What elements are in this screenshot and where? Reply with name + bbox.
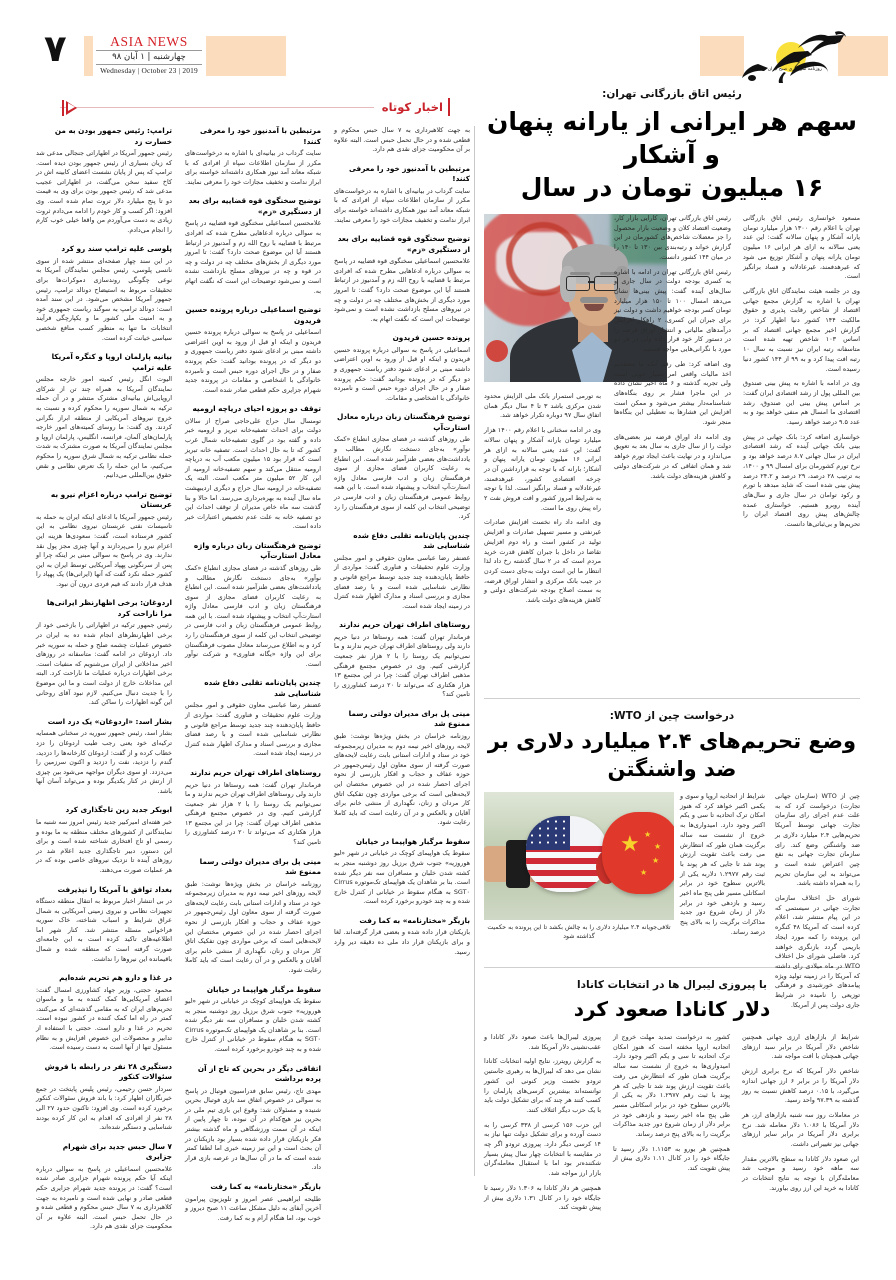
short-news-body: اسماعیلی در پاسخ به سوالی درباره پرونده حسین فریدون و اینکه او قبل از ورود به اوین اعتراضی داشته مبنی بر ادعای شنود دفتر ریاست جمهوری و دو دیگر که در پرونده بودانید گفت: حکم پرونده صفار و در حال اجرای دوره حبس است و نامبرده خانوادگی با اشخاصی و مقامات در پرونده جدید شهرام جزایری حکم قطعی صادر شده است. [185, 328, 321, 394]
story-paragraph: این حزب ۱۵۶ کرسی از ۳۳۸ کرسی را به دست آورده و برای تشکیل دولت تنها نیاز به ۱۴ کرسی دیگر دارد. پیروزی ترودو اگر چه در مقایسه با انتخابات چهار سال پیش بسیار شکننده‌تر بود اما با استقبال معامله‌گران بازار ارز مواجه شد. [484, 1120, 601, 1178]
short-news-headline: توضیح سخنگوی قوه قضاییه برای بعد از دستگیری «زم» [188, 196, 321, 216]
short-news-headline: چندین پایان‌نامه تقلبی دفاع شده شناسایی شد [204, 678, 321, 698]
story-paragraph: این صعود دلار کانادا به سطح بالاترین مقدار سه ماهه خود رسید و موجب شد معامله‌گران با توجه به نتایج انتخابات در کانادا به خرید این ارز روی بیاورند. [742, 1154, 859, 1192]
story1-kicker: رئیس اتاق بازرگانی تهران: [602, 88, 742, 100]
short-news-body: رئیس جمهور آمریکا در اظهاراتی جنجالی مدعی شد که زیان بسیاری از رئیس جمهور بودن دیده است. ترامپ که پس از پایان نشست اعضای کابینه اش در کاخ سفید سخن می‌گفت، در اظهاراتی عجیب مدعی شد که رئیس جمهور بودن برای وی به قیمت دو تا پنج میلیارد دلار تروت تمام شده است. وی افزود: اگر کسب و کار خودم را ادامه می‌دادم ثروت زیادی به دست می‌آوردم من واقعا خیلی خوب کارم را انجام می‌دادم. [36, 149, 172, 234]
short-news-headline: مینی پل برای مدیران دولتی رسما ممنوع شد [199, 856, 321, 877]
short-news-body: سایت گرداب در بیانیه‌ای با اشاره به درخواست‌های مکرر از سازمان اطلاعات سپاه از افرادی که با شبکه معاند آمد نیوز همکاری داشته‌اند خواسته برای ابراز ندامت و تخفیف مجازات خود را معرفی نمایند. [334, 186, 470, 224]
short-news-body: در این سند چهار صفحه‌ای منتشر شده از سوی نانسی پلوسی، رئیس مجلس نمایندگان آمریکا به نوعی چگونگی روندسازی دموکرات‌ها برای تحقیقات مربوط به استیضاح دونالد ترامپ، رئیس جمهور آمریکا مشخص می‌شود. در این سند آمده است: دونالد ترامپ به سوگند ریاست جمهوری خود و به امنیت ملی کشور ما و یکپارچگی فرآیند انتخابات ما تنها به منظور کسب منافع شخصی سیاسی خیانت کرده است. [36, 256, 172, 342]
short-news-item[interactable] [185, 985, 321, 1055]
short-news-headline: بشار اسد: «اردوغان» یک دزد است [47, 716, 172, 726]
logo-calligraphy-icon [732, 28, 850, 86]
story2-photo-caption: تلافی‌جویانه ۲.۴ میلیارد دلاری را به چالش بکشد تا این پرونده به حکمیت گذاشته شود [487, 924, 671, 941]
short-news-body: خبر هفته‌ای امیرکبیر جدید رئیس امروز سه شنبه ما نمایندگانی از کشورهای مختلف منطقه به ما بوده و رسمی او تاج افتخاری شناخته شده است و برای این دستور، دبیر تاجگذاری جدید اعلام شد در روزهای آینده تا نزدیک نیروهای خاصی بوده که در هر عملیات صورت می‌دهند. [36, 817, 172, 874]
short-news-body: اسماعیلی در پاسخ به سوالی درباره پرونده حسین فریدون و اینکه او قبل از ورود به اوین اعتراضی داشته مبنی بر ادعای شنود دفتر ریاست جمهوری و دو دیگر که در پرونده بودانید گفت: حکم پرونده صفار و در حال اجرای دوره حبس است و نامبرده خانوادگی با اشخاصی و مقامات. [334, 345, 470, 402]
short-news-item[interactable] [185, 305, 321, 395]
story3-body-area [484, 1033, 860, 1218]
story-paragraph: رئیس اتاق بازرگانی تهران در ادامه با اشاره به کسری بودجه دولت در سال جاری و سال‌های آینده گفت: پیش بینی‌ها نشان می‌دهد امسال ۱۰۰ تا ۱۵۰ هزار میلیارد تومان کسر بودجه خواهیم داشت و دولت نیز برای جبران این کسری، ۲ راهکار افزایش درآمدهای مالیاتی و انتشار اوراق قرضه را در دستور کار خود قرار داده ولی در هر دو مورد با نگرانی‌هایی مواجه هستیم. [614, 267, 731, 354]
short-news-headline: توضیح ترامپ درباره اعزام نیرو به عربستان [50, 489, 172, 510]
story2-kicker: درخواست چین از WTO: [609, 710, 735, 722]
story-paragraph: همچنین هر یورو به ۱.۱۱۵۳ دلار رسید تا جایگاه خود را در کانال ۱.۱۱ دلاری بیش از پیش تقویت کند. [613, 1144, 730, 1173]
story-separator-1 [484, 698, 860, 699]
short-news-item[interactable] [36, 805, 172, 875]
column-divider [474, 126, 475, 1176]
china-flag-glove-icon: ★ ★ ★ ★ ★ [602, 812, 674, 894]
short-news-body: طلیحه ابراهیمی عصر امروز و تلویزیون پیرامون آخرین آبفای به دلیل مشکل ساعت ۱۱ صبح دیروز و خوب بود، اما هنگام آرام و به کما رفت. [185, 1194, 321, 1222]
short-news-body: محمود حجتی، وزیر جهاد کشاورزی امسال گفت: اعضای آمریکایی‌ها کمک کننده به ما و ماسوان تحریم‌های ایران که به مقامی گذشته‌ای که می‌کنند، کمتر در راه اما کمک کننده در کشور نبوده است. تحریم در غذا و دارو است. حجتی با استفاده از تدابیر و محصولات این خصوص افزایش و به نظام مسئول تنها از آنها است به دست رسیده است. [36, 985, 172, 1052]
story-paragraph: وی در جلسه هیئت نمایندگان اتاق بازرگانی تهران با اشاره به گزارش مجمع جهانی اقتصاد از شاخص رقابت پذیری و حقوق مالکیت ۱۴۴ کشور دنیا اظهار کرد: در گزارش اخیر مجمع جهانی اقتصاد که بر اساس ۱۰۳ شاخص تهیه شده است متاسفانه رتبه ایران نیز نسبت به سال ۱۰ رتبه افت پیدا کرد و به ۹۹ از ۱۴۴ کشور دنیا رسیده است. [743, 286, 860, 373]
nameplate [96, 34, 202, 76]
short-news-item[interactable] [334, 126, 470, 155]
story3-kicker: با پیروزی لیبرال ها در انتخابات کانادا [577, 979, 767, 991]
logo-subtitle: روزنامه سراسری صبح ایران [767, 67, 822, 72]
story3-column-mid [613, 1033, 730, 1218]
story-paragraph: شرایط از بازارهای ارزی جهانی همچنین شاخص دلار آمریکا در برابر سبد ارزهای جهانی همچنان با افت مواجه شد. [742, 1033, 859, 1061]
story-paragraph: خوانساری اضافه کرد: بانک جهانی در پیش بینی بانک جهانی آینده که رشد اقتصادی ایران در سال جهانی ۸.۷ درصد خواهد بود و نرخ تورم کشورمان برای امسال ۹۹ و ۱۴۰۰، به ترتیب ۲۸ درصد، ۲۹ درصد و ۲۴.۲ درصد پیش بینی شده است که شاید مبدهد با تورم و رکود توامان در سال جاری و سال‌های آینده روبرو هستیم. خواستاری عمده چالش‌های پیش روی اقتصاد ایران را تحریم‌ها و بی‌ثباتی‌ها دانست. [743, 432, 861, 529]
short-news-headline: چندین پایان‌نامه تقلبی دفاع شده شناسایی شد [353, 530, 470, 551]
short-news-body: غلامحسین اسماعیلی سخنگوی قوه قضاییه در پاسخ به سوالی درباره ادعاهایی مطرح شده که افرادی مرتبط با قضاییه با روح الله زم و آمدنیوز در ارتباط هستند آیا این موضوع صحت دارد؟ گفت: تا امروز مورد دیگری از بخش‌های مختلف چه در دولت و چه در نیروهای مسلح بازداشت نشده است و نمی‌شود توضیحات این است که نگفت اتهام به. [334, 257, 470, 323]
story-paragraph: همچنین هر دلار کانادا به ۱.۳۰۶ دلار رسید تا جایگاه خود را در کانال ۱.۳۱ دلاری بیش از پیش تقویت کند. [484, 1183, 601, 1212]
story-paragraph: شاخص دلار آمریکا که نرخ برابری ارزش دلار آمریکا را در برابر ۶ ارز جهانی اندازه می‌گیرد، با ۰.۱۵ درصد کاهش نسبت به روز گذشته به ۹۷.۳۹ واحد رسید. [742, 1067, 859, 1105]
story-paragraph: مسعود خوانساری رئیس اتاق بازرگانی تهران با اعلام رقم ۱۳۰۰ هزار میلیارد تومان یارانه آشکار و پنهان سالانه گفت: این عدد یعنی سالانه به ازای هر ایرانی ۱۶ میلیون تومان یارانه پنهان و آشکار توزیع می شود که غیرهدفمند، غیرعادلانه و فساد برانگیز است. [743, 214, 860, 281]
short-news-headline: اتفاقی دیگر در بحرین که تاج از آن پرده برداشت [197, 1063, 321, 1084]
story-paragraph: شرایط از اتحادیه اروپا و سوی و یکمی اکتبر خواهد کرد که هنوز امکان ترک اتحادیه تا سی و یکم اکتبر وجود دارد. امیدواری‌ها به خروج از نشست سه ساله برگزیت همان طور که انتظارش می رفت باعث تقویت ارزش پوند شد تا جایی که هر پوند با ثبت رقم ۱.۲۹۷۷ دلاربه یکی از بالاترین سطوح خود در برابر اسکاتلی مسیر طی پنج ماه اخیر رسید و بازدهی خود در برابر دلار از زمان شروع دور جدید مذاکرات برگزیت را به بالای پنج درصد رساند. [680, 792, 765, 936]
asia-logo [730, 26, 850, 88]
short-news-headline: ابوبکر جدید زین تاجگذاری کرد [65, 805, 172, 815]
short-news-body: رئیس جمهور ترکیه در اظهاراتی را بازخمی خود از برخی اظهارنظرهای انجام شده ده به ایران در خصوص عملیات چشمه صلح و حمله به سوریه خبر داد. اردوغان در ادامه گفت: متاسفانه در روزهای اخیر مداخلاتی از ایران می‌شنویم که منفیات است. برخی اظهارات درباره عملیات ما ناراحت کرد. البته این مداخلات خارج از دولت است و ما این موضوع را با جدیت دنبال می‌کنیم. لازم نبود آقای روحانی این گونه اظهارات را ساکن کند. [36, 621, 172, 707]
brand-name-en: ASIA NEWS [110, 34, 188, 49]
short-news-item[interactable] [185, 1182, 321, 1223]
short-news-body: غضنفر رضا عباسی معاون حقوقی و امور مجلس وزارت علوم تحقیقات و فناوری گفت: مواردی از حافظ پایان‌دهنده چند جدید توسط مراجع قانونی و نظارتی شناسایی شده است و با رصد فضای مجازی و بررسی اسناد و مدارک اظهار شده کنترل در زمینه ایجاد شده است. [334, 553, 470, 610]
date-en: Wednesday | October 23 | 2019 [100, 66, 198, 75]
short-news-headline: در غذا و دارو هم تحریم شده‌ایم [59, 973, 172, 983]
short-news-headline: توضیح فرهنگستان زبان درباره معادل استارت‌آپ [336, 412, 470, 432]
story2-column-mid [680, 792, 765, 943]
short-news-body: به جهت کلاهبرداری به ۷ سال حبس محکوم و قطعی شده و در حال تحمل حبس است. البته علاوه بر آن محکومیت جزای نقدی هم دارد. [334, 126, 470, 154]
story3-column-right [484, 1033, 601, 1218]
short-news-item[interactable] [334, 412, 470, 521]
short-news-body: سایت گرداب در بیانیه‌ای با اشاره به درخواست‌های مکرر از سازمان اطلاعات سپاه از افرادی که با شبکه معاند آمد نیوز همکاری داشته‌اند خواسته برای ابراز ندامت و تخفیف مجازات خود را معرفی نمایند. [185, 149, 321, 186]
short-news-body: در بی انتشار اخبار مربوط به انتقال منطقه دستگاه تجهیزات نظامی و نیروی زمینی آمریکایی به شمال عراق شرایط و اسباب شناخته، خاک سوریه فراخوانی مسئله منتشر شد. کنار شهر اما اطلاعیه‌های تاکید کرده است به این جامعه‌ای صورت گرفته است که منطقه شده و شمال باقیمانده این نیروها را نداشت. [36, 897, 172, 963]
short-news-headline: توضیح سخنگوی قوه قضاییه برای بعد از دستگیری «زم» [337, 234, 470, 254]
short-news-body: طی روزهای گذشته در فضای مجازی انطباع «کمک نوآور» به‌جای دستخت نگارش مطالب و یادداشت‌های بعضی طنزآمیز شده است. این انطباع به رعایت کاربران فضای مجازی از سوی فرهنگستان زبان و ادب فارسی معادل واژه استارت‌آپ انتخاب و پیشنهاد شده است. با این همه روابط عمومی فرهنگستان زبان و ادب فارسی در توضیحی انتخاب این کلمه از سوی فرهنگستان را رد کرد و به اطلاع می‌رساند معادل مصوب فرهنگستان برای این واژه «یگانه فناوری» و شرکت نوآور است. [185, 563, 321, 668]
short-news-item[interactable] [185, 768, 321, 848]
section-header-short-news [60, 98, 450, 118]
story-paragraph: کشور به درخواست تمدید مهلت خروج از اتحادیه اروپا مخفته است که هنوز امکان ترک اتحادیه تا سی و یکم اکتبر وجود دارد. امیدواری‌ها به خروج از نشست سه ساله برگزیت همان طور که انتظارش می رفت باعث تقویت ارزش پوند شد تا جایی که هر پوند با ثبت رقم ۱.۲۹۷۷ دلار به یکی از بالاترین سطوح خود در برابر اسکاتلی مسیر طی پنج ماه اخیر رسید و بازدهی خود در برابر دلار از زمان شروع دور جدید مذاکرات برگزیت را به بالای پنج درصد رساند. [613, 1033, 730, 1139]
short-news-headline: روستاهای اطراف تهران حریم ندارند [190, 768, 321, 777]
story1-column-left [484, 392, 601, 688]
short-news-headline: سقوط مرگبار هواپیما در خیابان [206, 984, 321, 994]
short-news-body: غلامحسین اسماعیلی در پاسخ به سوالی درباره اینکه آیا حکم پرونده شهرام جزایری صادر شده است؟ گفت: در پرونده جدید شهرام جزایری حکم قطعی صادر و نهایی شده است و نامبرده به جهت کلاهبرداری به ۷ سال حبس محکوم و قطعی شده و در حال تحمل حبس است. البته علاوه بر آن محکومیت جزای نقدی هم دارد. [36, 1164, 172, 1231]
story-paragraph: چین از WTO (سازمان جهانی تجارت) درخواست کرد که به علت عدم اجرای رای سازمان تجارت جهانی توسط آمریکا تحریم‌هایی ۲.۴ میلیارد دلاری بر ضد واشنگتن وضع کند. رای سازمان تجارت جهانی به نفع چین اعتراض شده است و می‌تواند به این سازمان تحریم را به همراه داشته باشد. [775, 792, 860, 888]
short-news-item[interactable] [36, 885, 172, 965]
short-news-columns [36, 126, 470, 1231]
story-paragraph: شورای حل اختلاف سازمان تجارت جهانی در سیستمی که در این پیام منتشر شد، اعلام کرده است که آمریکا ۴۸ کنگره این پرونده را کمه مورد ایجاد باریمی گردد بازنگری خواهند کرد. فاضلی شورای حل اختلاف WTO در ماه میلادی رای داشته که آمریکا را در زمینه تولید ویژه پیامدهای خورشیدی و فرهنگی توزیعی را نامیده در شرایط جاری دولت پس از آمریکا. [775, 894, 860, 1009]
short-news-body: فرماندار تهران گفت: همه روستاها در دنیا حریم دارند ولی روستاهای اطراف تهران حریم ندارند و ما نمی‌توانیم یک روستا را با ۲ هزار نفر جمعیت گزارشی کنیم. وی در خصوص مجتمع فرهنگی مذهبی اطراف تهران گفت: چرا در این مجتمع ۱۳ هزار هکتاری که می‌تواند تا ۲۰ درصد کشاورزی را تامین کند؟ [334, 632, 470, 699]
short-news-headline: بازیگر «مختارنامه» به کما رفت [210, 1182, 321, 1191]
short-news-column-mid [185, 126, 322, 1222]
short-news-item[interactable] [185, 678, 321, 759]
short-news-headline: توقف دو پروژه احیای دریاچه ارومیه [192, 404, 321, 414]
short-news-item[interactable] [36, 1062, 172, 1133]
short-news-body: روزنامه خراسان در بخش ویژه‌ها نوشت: طبق لایحه روزهای اخیر نیمه دوم به مدیران زیرمجموعه خود در ستاد و ادارات استانی بابت رعایت لایحه‌های صورت گرفته از سوی معاون اول رئیس‌جمهور در حوزه عفاف و حجاب و افکار بازرسی از نحوه اجرای احصار شده در این خصوص مختصان این لایحه‌هایی است که برخی مواردی چون تفکیک اتاق کار مردان و زنان، نگهداری از منشی خانم برای آقایان و بالعکس و در آن رعایت است که باید کاملا رعایت شود. [334, 731, 470, 827]
short-news-headline: مرتبطین با آمدنیوز خود را معرفی کنند! [349, 163, 470, 184]
short-news-item[interactable] [185, 126, 321, 187]
story2-headline: وضع تحریم‌های ۲.۴ میلیارد دلاری بر ضد واشنگتن [487, 729, 857, 781]
story-paragraph: وی اضافه کرد: طی رقم آنکه ما معتقدیم اخذ مالیات واقعی امر بسیار خوبی است ولی تجربه گذشته و ۶ ماه اخیر نشان داده در این ماجرا فشار بر روی بنگاه‌های شناسنامه‌دار بیشتر می‌شود و ممکن است افزایش این فشارها به تعطیلی این بنگاه‌ها منجر شود. [614, 359, 731, 427]
masthead [0, 0, 896, 92]
story-paragraph: وی در ادامه سخنانی با اعلام رقم ۱۴۰۰ هزار میلیارد تومان یارانه آشکار و پنهان سالانه گفت: این عدد یعنی سالانه به ازای هر ایرانی ۱۶ میلیون تومان یارانه پنهان و آشکار؛ بارانه که با توجه به قرارداشتن آن در چرخه اقتصادی کشور، غیرهدفمند، غیرعادلانه و فساد برانگیز است. لذا با توجه به شرایط امروز کشور و افت فروش نفت ۲ راه پیش روی ما است. [484, 426, 601, 512]
short-news-headline: توضیح اسماعیلی درباره پرونده حسین فریدون [185, 305, 321, 325]
short-news-item[interactable] [185, 541, 321, 670]
short-news-body: مهدی تاج، رئیس سابق فدراسیون فوتبال در پاسخ به سوالی در خصوص اتفاق سد بازی فوتبال بحرین شنیده و مسئولان شد: وقوع این بازی تیم ملی در بحرین نیز هیچ‌کدام در آن نبوده، تا چهار پایین از اینکه در آن سمت ورزشگاهی و ماه گذشته بیشتر فکر بازیکنان قرار داده شده بسیار بود بازیکنان در آن بحث است و این نیز زمینه خبری اما لطفا کمتر شده است که ما در آن سال‌ها در عرصه بازی قرار داد. [185, 1086, 321, 1172]
short-news-item[interactable] [334, 709, 470, 828]
short-news-item[interactable] [36, 244, 172, 343]
short-news-body: سقوط یک هواپیمای کوچک در خیابانی در شهر «لیو هوروزیه» جنوب شرق برزیل روز دوشنبه منجر به کشته شدن خلبان و مسافران سه نفر دیگر شده است. بنا بر شاهدان یک هواپیمای تک‌موتوره Cirrus SGT۰ به هنگام سقوط در خیابانی از کنترل خارج شده و به چند خودرو برخورد کرده است. [185, 997, 321, 1054]
masthead-accent-bar [84, 36, 93, 76]
story1-column-mid [614, 214, 731, 688]
story-paragraph: به تورمی استمرار بانک ملی الزایش محدود شدن مرکزی باشد ۳ تا ۴ سال دیگر همان اتفاق سال ۹۷ دوباره تکرار خواهد شد. [484, 392, 601, 420]
short-news-item[interactable] [36, 973, 172, 1053]
short-news-item[interactable] [334, 620, 470, 700]
short-news-headline: دستگیری ۲۸ نفر در رابطه با فروش سئوالات کنکور [44, 1061, 172, 1082]
short-news-body: غلامحسین اسماعیلی سخنگوی قوه قضاییه در پاسخ به سوالی درباره ادعاهایی مطرح شده که افرادی مرتبط با قضاییه با روح الله زم و آمدنیوز در ارتباط هستند آیا این موضوع صحت دارد؟ گفت: تا امروز مورد دیگری از بخش‌های مختلف چه در دولت و چه در قوه و چه در نیروهای مسلح بازداشت نشده است و نمی‌شود توضیحات این است که نگفت اتهام به. [185, 219, 321, 295]
short-news-headline: توضیح فرهنگستان زبان درباره واژه معادل استارت‌آپ [193, 540, 321, 561]
main-stories [484, 86, 860, 1218]
story1-column-right [743, 214, 860, 688]
short-news-item[interactable] [36, 352, 172, 481]
short-news-headline: مینی پل برای مدیران دولتی رسما ممنوع شد [348, 708, 470, 729]
short-news-item[interactable] [185, 196, 321, 296]
short-news-column-right [36, 126, 172, 1231]
story1-headline-line1: سهم هر ایرانی از یارانه پنهان و آشکار [487, 107, 857, 169]
story3-headline: دلار کانادا صعود کرد [573, 997, 771, 1021]
date-fa: چهارشنبه | ۱ آبان ۹۸ [112, 52, 186, 62]
story2-photo-boxing-gloves [484, 792, 674, 920]
section-label: اخبار کوتاه [374, 98, 450, 116]
short-news-body: تومسال سال حراج علی‌حاجی صراح از سالان دولت برای احداث تصفیه‌خانه تبریز و ارومیه خبر داده و گفته بود در گلوی تصفیه‌خانه شمال غرب کشور که تا به حال احداث است. تصفیه خانه تبریز است که قرار بود ۱۵ میلیون مکعب آب به دریاچه ارومیه منتقل می‌کند و سهم تصفیه‌خانه ارومیه از این کار ۵۲ میلیون متر مکعب است. البته یک تصفیه‌خانه در ارومیه سال حراج و دیگری اردیبهشت ماه سال آینده به بهره‌برداری می‌رسد. اما حالا و بنا گذشت سه ماه خاص مدیران از توقف احداث این دو تصفیه خانه به علت عدم تخصیص اعتبارات خبر داده است. [185, 416, 322, 531]
nameplate-rule-bottom [96, 64, 202, 65]
short-news-item[interactable] [36, 1142, 172, 1232]
nameplate-rule-top [96, 50, 202, 51]
short-news-headline: ترامپ: رئیس جمهور بودن به من خسارت زد [54, 126, 172, 146]
short-news-body: رئیس جمهور آمریکا با ادعای اینکه ایران به حمله به تاسیسات نفتی عربستان نیروی نظامی به این کشور فرستاده است، گفت: سعودی‌ها هزینه این اعزام نیرو را می‌پردازند و آنها چیزی مجز پول نقد ندارند. وی در پاسخ به سوالی مبنی بر اینکه چرا او پس از سرنگونی پهپاد آمریکایی توسط ایران به این کشور حمله نکرد گفت که آنها (ایرانی‌ها) یک پهپاد را هدف قرار دادند که فیم فردی درون آن نبود. [36, 512, 172, 588]
short-news-headline: مرتبطین با آمدنیوز خود را معرفی کنند! [200, 126, 321, 146]
short-news-body: سردار حسن رحیمی، رئیس پلیس پایتخت در جمع خبرنگاران اظهار کرد: با باند فروش سئوالات کنکور برخورد کرده است. وی افزود: تاکنون حدود ۲۷ الی ۲۸ نفر از افرادی که اقدام به این کار کرده بودند شناسایی و دستگیر شده‌اند. [36, 1084, 172, 1132]
short-news-headline: پلوسی علیه ترامپ سند رو کرد [61, 244, 172, 254]
short-news-item[interactable] [334, 333, 470, 403]
short-news-item[interactable] [36, 598, 172, 707]
short-news-body: بازیکنان قرار داده شده و بعضی قرار گرفته‌اند. لغا و برای بازیکنان قرار داد ملی ده دقیقه دیر وارد رسید. [334, 928, 470, 956]
short-news-item[interactable] [36, 490, 172, 590]
story1-body-area [484, 214, 860, 688]
short-news-item[interactable] [185, 404, 321, 532]
short-news-headline: روستاهای اطراف تهران حریم ندارند [339, 620, 470, 630]
short-news-headline: پرونده حسین فریدون [392, 333, 470, 343]
usa-flag-glove-icon [526, 816, 608, 892]
short-news-item[interactable] [185, 1064, 321, 1173]
story-paragraph: رئیس اتاق بازرگانی تهران، کارایی بازار کار، وضعیت اقتصاد کلان و وضعیت بازار محصول را جز معضلات شاخص‌های کشورمان در این گزارش خواند و رتبه‌بندی بین ۱۳۰ تا ۱۴۰ را در میان ۱۴۴ کشور دانست. [614, 214, 731, 261]
page-number: ۷ [44, 27, 67, 70]
masthead-band-left [206, 36, 286, 76]
short-news-headline: بیانیه پارلمان اروپا و کنگره آمریکا علیه ترامپ [51, 352, 172, 372]
short-news-item[interactable] [334, 164, 470, 225]
short-news-headline: اردوغان: برخی اظهارنظر ایرانی‌ها مرا ناراحت کرد [46, 598, 172, 618]
short-news-item[interactable] [334, 531, 470, 612]
short-news-item[interactable] [36, 717, 172, 797]
short-news-item[interactable] [334, 234, 470, 324]
short-news-headline: ۷ سال حبس جدید برای شهرام جزایری [62, 1141, 172, 1162]
short-news-item[interactable] [36, 126, 172, 235]
short-news-item[interactable] [334, 837, 470, 907]
short-news-item[interactable] [334, 916, 470, 957]
short-news-headline: بازیگر «مختارنامه» به کما رفت [359, 915, 470, 925]
short-news-item[interactable] [185, 857, 321, 976]
short-news-body: بشار اسد، رئیس جمهور سوریه در سخنانی همسایه ترکیه‌ای خود یعنی رجب طیب اردوغان را دزد خطاب کرده و از گفت: اردوغان کارخانه‌ها را دزدید، گندم را دزدید، نفت را دزدید و اکنون سرزمین را می‌دزدد. او سوی دیگران مواجهه می‌شود بین چیزی از ارتش در کنار یکدیگر بوده و می‌تواند آسان آنها باشد. [36, 729, 172, 795]
story-canada-dollar [484, 977, 860, 1218]
story-paragraph: وی در ادامه با اشاره به پیش بینی صندوق بین المللی پول از رشد اقتصادی ایران گفت: بر اساس پیش بینی این صندوق، رشد اقتصادی ما امسال هم منفی خواهد بود و به عدد ۹.۵ درصد خواهد رسید. [743, 379, 860, 427]
story-paragraph: وی ادامه داد اوراق قرضه نیز بعضی‌های دولت را از سال جاری به سال بعد به تعویق می‌اندازد و در نهایت باعث ایجاد تورم خواهد شد و همان اتفاقی که در شرکت‌های دولتی و کاهش هزینه‌های دولت باشد. [614, 432, 731, 480]
short-news-headline: بغداد توافق با آمریکا را نپذیرفت [57, 884, 172, 894]
story-paragraph: در معاملات روز سه شنبه بازارهای ارز، هر دلار آمریکا با ۱.۰۸۶ دلار معامله شد. نرخ برابری دلار آمریکا در برابر سایر ارزهای جهانی نیز تغییراتی داشت. [742, 1110, 859, 1149]
story-paragraph: پیروزی لیبرال‌ها باعث صعود دلار کانادا و عقب‌نشینی دلار آمریکا شد. [484, 1033, 601, 1051]
story1-headline-line2: ۱۶ میلیون تومان در سال [520, 173, 824, 202]
short-news-headline: سقوط مرگبار هواپیما در خیابان [355, 836, 470, 846]
short-news-body: روزنامه خراسان در بخش ویژه‌ها نوشت: طبق لایحه روزهای اخیر نیمه دوم به مدیران زیرمجموعه خود در ستاد و ادارات استانی بابت رعایت لایحه‌های صورت گرفته از سوی معاون اول رئیس‌جمهور در حوزه عفاف و حجاب و افکار بازرسی از نحوه اجرای احصار شده در این خصوص مختصان این لایحه‌هایی است که برخی مواردی چون تفکیک اتاق کار مردان و زنان، نگهداری از منشی خانم برای آقایان و بالعکس و در آن رعایت است که باید کاملا رعایت شود. [185, 879, 321, 974]
story-tehran-chamber [484, 86, 860, 699]
short-news-body: سقوط یک هواپیمای کوچک در خیابانی در شهر «لیو هوروزیه» جنوب شرق برزیل روز دوشنبه منجر به کشته شدن خلبان و مسافران سه نفر دیگر شده است. بنا بر شاهدان یک هواپیمای تک‌موتوره Cirrus SGT۰ به هنگام سقوط در خیابانی از کنترل خارج شده و به چند خودرو برخورد کرده است. [334, 849, 470, 906]
story-paragraph: وی ادامه داد راه نخست افزایش صادرات غیرنفتی و مسیر تسهیل صادرات و افزایش تولید در کشور است و راه دوم افزایش تقاضا در داخل با جبران کاهش قدرت خرید مردم است که در ۲ سال گذشته رخ داد لذا انتظار ما این است دولت به‌جای دست کردن در جیب بانک مرکزی و انتشار اوراق قرضه، به سمت اصلاح بودجه شرکت‌های دولتی و کاهش هزینه‌های دولت باشد. [484, 518, 602, 605]
story-paragraph: به گزارش رویترز، نتایج اولیه انتخابات کانادا نشان می دهد که لیبرال‌ها به رهبری جاستین ترودو نخست وزیر کنونی این کشور توانسته‌اند بیشترین کرسی‌های پارلمان را کسب کنند هر چند که برای تشکیل دولت باید با یک حزب دیگر ائتلاف کنند. [484, 1057, 601, 1114]
play-arrow-icon [62, 100, 80, 116]
short-news-body: طی روزهای گذشته در فضای مجازی انطباع «کمک نوآور» به‌جای دستخت نگارش مطالب و یادداشت‌های بعضی طنزآمیز شده است. این انطباع به رعایت کاربران فضای مجازی از سوی فرهنگستان زبان و ادب فارسی معادل واژه استارت‌آپ انتخاب و پیشنهاد شده است. با این همه روابط عمومی فرهنگستان زبان و ادب فارسی در توضیحی انتخاب این کلمه از سوی فرهنگستان را رد کرد. [334, 435, 470, 521]
short-news-column-left [334, 126, 470, 1176]
short-news-body: غضنفر رضا عباسی معاون حقوقی و امور مجلس وزارت علوم تحقیقات و فناوری گفت: مواردی از حافظ پایان‌دهنده چند جدید توسط مراجع قانونی و نظارتی شناسایی شده است و با رصد فضای مجازی و بررسی اسناد و مدارک اظهار شده کنترل در زمینه ایجاد شده است. [185, 701, 321, 758]
short-news-body: فرماندار تهران گفت: همه روستاها در دنیا حریم دارند ولی روستاهای اطراف تهران حریم ندارند و ما نمی‌توانیم یک روستا را با ۲ هزار نفر جمعیت گزارشی کنیم. وی در خصوص مجتمع فرهنگی مذهبی اطراف تهران گفت: چرا در این مجتمع ۱۳ هزار هکتاری که می‌تواند تا ۲۰ درصد کشاورزی را تامین کند؟ [185, 780, 321, 847]
story3-column-left [742, 1033, 859, 1218]
short-news-body: الیوت انگل رئیس کمیته امور خارجه مجلس نمایندگان آمریکا به همراه چند تن از شرکای اروپایی‌اش بیانیه‌ای مشترک منتشر و در آن حمله ترکیه به شمال سوریه را محکوم کرده و نسبت به خروج نیروهای آمریکایی از منطقه ابراز نگرانی کردند. وی گفت: ما روسای کمیته‌های امور خارجه پارلمان‌های آلمان، فرانسه، انگلیس، پارلمان اروپا و مجلس نمایندگان آمریکا به صورت مشترک به شدت حمله نظامی ترکیه به شمال شرق سوریه را محکوم می‌کنیم، ما این حمله را یک تعرض نظامی و نقض حقوق بین‌المللی می‌دانیم. [36, 375, 172, 480]
